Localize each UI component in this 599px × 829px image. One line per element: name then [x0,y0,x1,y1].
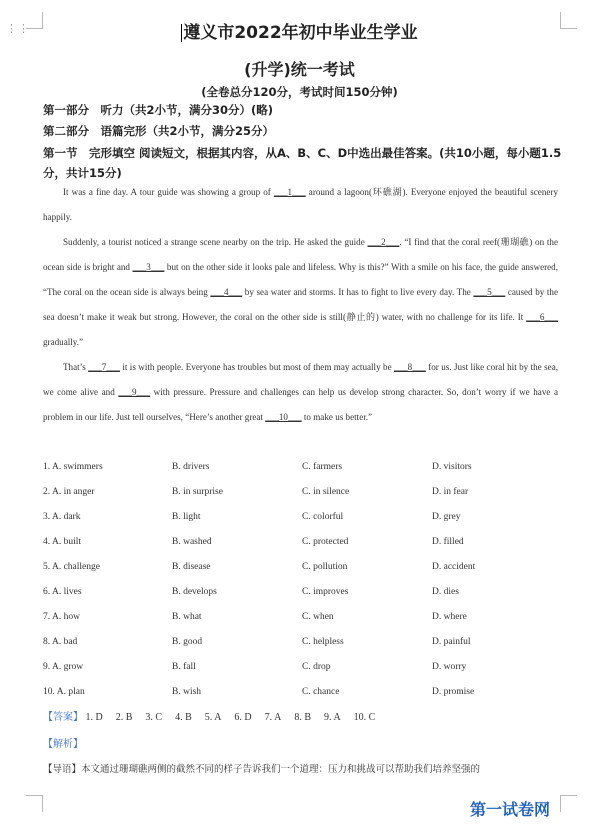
analysis-label: 【解析】 [43,739,83,750]
passage-text: Suddenly, a tourist noticed a strange scene nearby on the trip. He asked the guide [63,237,368,247]
passage-text: gradually.” [43,337,84,347]
option-row [43,505,563,530]
option-choice: 10. A. plan [43,687,85,697]
option-choice: D. grey [432,512,461,522]
passage-paragraph-1 [43,180,558,230]
answer-item: 1. D [85,712,103,723]
option-row [43,480,563,505]
option-choice: 7. A. how [43,612,80,622]
option-choice: B. washed [172,537,212,547]
option-row [43,455,563,480]
answer-item: 2. B [115,712,133,723]
answer-item: 7. A [264,712,282,723]
passage-text: caused by the sea doesn’t make it weak but strong. However, the coral on the other side is still(静止的) water, with no challenge for its life. It [43,287,559,322]
option-choice: 1. A. swimmers [43,462,103,472]
passage-text: by sea water and storms. It has to fight to live every day. The [242,287,474,297]
option-choice: C. colorful [302,512,344,522]
passage-text: but on the other side it looks pale and lifeless. Why is this?” With a smile on his face, the guide answered, “The coral on the ocean side is always being [43,262,558,297]
option-choice: B. wish [172,687,202,697]
page-corner-mark [26,795,43,812]
option-choice: D. painful [432,637,471,647]
option-choice: B. what [172,612,202,622]
answer-item: 5. A [204,712,222,723]
passage-text: it is with people. Everyone has troubles but most of them may actually be [119,362,395,372]
passage-text: for us. Just like coral hit by the sea, we come alive and [43,362,558,397]
answer-item: 9. A [324,712,341,723]
passage-text: . “I find that the coral reef(珊瑚礁) on the ocean side is bright and [43,237,559,272]
option-choice: 9. A. grow [43,662,84,672]
passage-text: to make us better.” [301,412,373,422]
passage-text: around a lagoon(环礁湖). Everyone enjoyed the beautiful scenery happily. [43,187,558,222]
option-choice: 4. A. built [43,537,82,547]
passage-text: with pressure. Pressure and challenges can help us develop strong character. So, don’t worry if we have a problem in our life. Just tell ourselves, “Here’s another great [43,387,558,422]
passage-text: That’s [63,362,89,372]
title-line-2: (升学)统一考试 [244,60,355,79]
section-1-heading: 第一部分 听力（共2小节，满分30分）(略) [43,103,274,117]
option-choice: C. farmers [302,462,343,472]
option-row [43,630,563,655]
option-choice: 6. A. lives [43,587,82,597]
answer-label: 【答案】 [43,712,83,723]
option-choice: D. promise [432,687,475,697]
option-choice: D. worry [432,662,467,672]
exam-subtitle: (全卷总分120分，考试时间150分钟) [201,85,398,99]
option-row [43,530,563,555]
option-choice: B. fall [172,662,196,672]
option-choice: C. drop [302,662,331,672]
blank-number: ___8___ [394,362,426,372]
option-choice: C. when [302,612,334,622]
option-choice: B. disease [172,562,211,572]
page-corner-mark [560,795,577,812]
option-row [43,555,563,580]
option-choice: 2. A. in anger [43,487,95,497]
option-choice: B. develops [172,587,217,597]
title-line-1: 遵义市2022年初中毕业生学业 [183,23,418,43]
option-choice: 8. A. bad [43,637,78,647]
section-3-heading: 第一节 完形填空 阅读短文，根据其内容，从A、B、C、D中选出最佳答案。(共10小题，每小题1.5分，共计15分) [43,146,562,180]
section-2-heading: 第二部分 语篇完形（共2小节，满分25分） [43,124,275,138]
blank-number: ___7___ [88,362,120,372]
option-row [43,680,563,705]
answer-line [43,708,388,723]
option-choice: C. helpless [302,637,344,647]
guide-line [43,761,480,775]
blank-number: ___10___ [265,412,302,422]
drag-handle-icon[interactable]: ⋮⋮ [6,22,30,35]
option-choice: D. dies [432,587,459,597]
option-choice: 5. A. challenge [43,562,100,572]
option-choice: D. visitors [432,462,472,472]
option-row [43,580,563,605]
option-choice: D. filled [432,537,464,547]
option-row [43,605,563,630]
passage-paragraph-3 [43,355,558,430]
blank-number: ___2___ [367,237,400,247]
blank-number: ___3___ [132,262,165,272]
passage-paragraph-2 [43,230,558,355]
option-choice: C. protected [302,537,349,547]
option-choice: B. good [172,637,203,647]
option-choice: D. accident [432,562,476,572]
blank-number: ___5___ [473,287,506,297]
option-choice: 3. A. dark [43,512,81,522]
option-choice: B. light [172,512,201,522]
answer-item: 8. B [294,712,311,723]
options-list [43,455,563,705]
option-choice: B. in surprise [172,487,223,497]
answer-item: 10. C [353,712,376,723]
blank-number: ___4___ [210,287,243,297]
guide-label: 【导语】 [43,764,82,775]
answer-items [86,712,389,723]
answer-item: 4. B [175,712,192,723]
guide-text: 本文通过珊瑚礁两侧的截然不同的样子告诉我们一个道理：压力和挑战可以帮助我们培养坚强的 [81,764,481,775]
option-row [43,655,563,680]
option-choice: D. where [432,612,467,622]
option-choice: C. chance [302,687,340,697]
answer-item: 3. C [145,712,163,723]
site-watermark: 第一试卷网 [470,800,551,819]
option-choice: B. drivers [172,462,210,472]
option-choice: D. in fear [432,487,469,497]
blank-number: ___9___ [118,387,151,397]
blank-number: ___6___ [526,312,558,322]
option-choice: C. improves [302,587,349,597]
option-choice: C. pollution [302,562,348,572]
page-title [0,18,599,43]
passage-text: It was a fine day. A tour guide was showing a group of [63,187,274,197]
blank-number: ___1___ [273,187,306,197]
answer-item: 6. D [234,712,252,723]
option-choice: C. in silence [302,487,350,497]
